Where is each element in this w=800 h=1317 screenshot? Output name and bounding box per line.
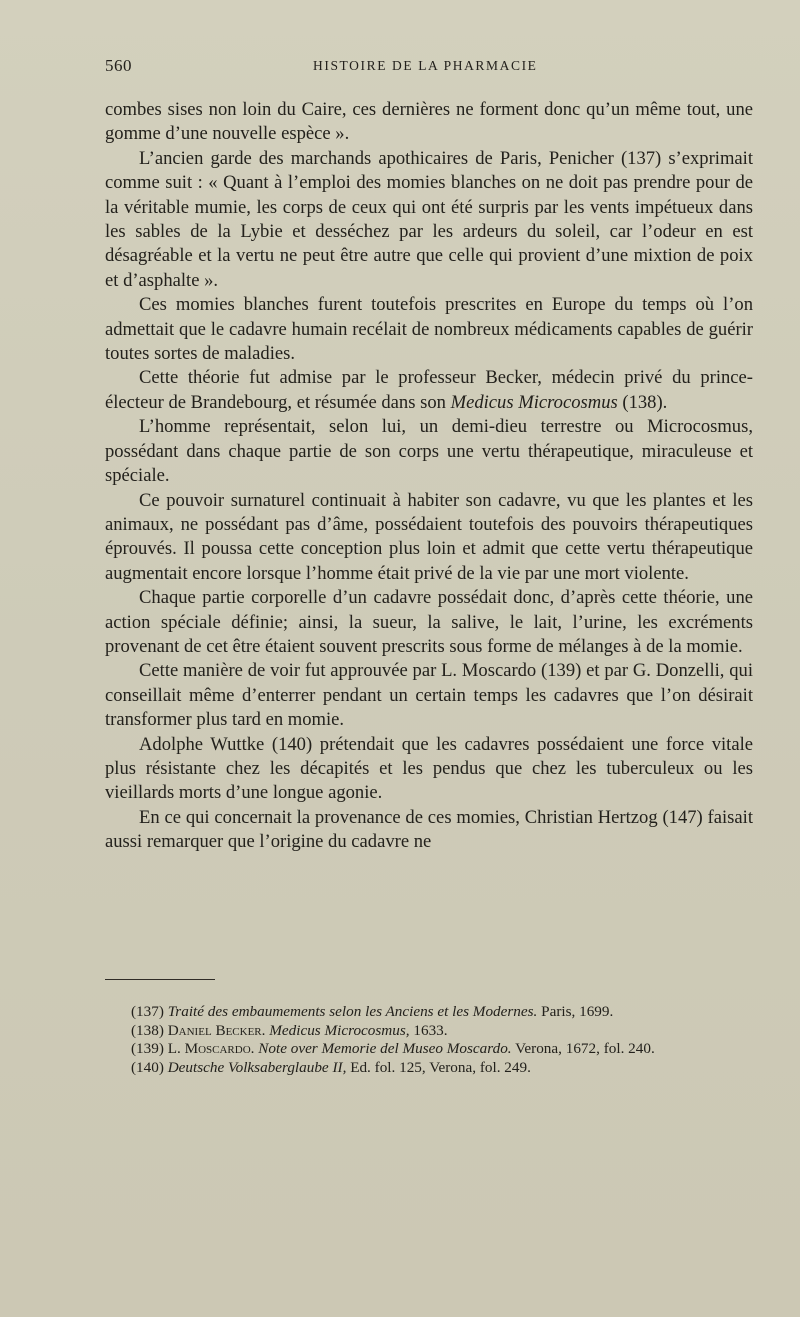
footnote-divider bbox=[105, 979, 215, 980]
footnote-title: Traité des embaumements selon les Anciens et les Modernes. bbox=[167, 1003, 538, 1020]
footnotes bbox=[105, 1003, 753, 1077]
running-title: HISTOIRE DE LA PHARMACIE bbox=[313, 58, 538, 73]
paragraph: combes sises non loin du Caire, ces dernières ne forment donc qu’un même tout, une gomme d’une nouvelle espèce ». bbox=[105, 99, 753, 145]
paragraph: Chaque partie corporelle d’un cadavre possédait donc, d’après cette théorie, une action spéciale définie; ainsi, la sueur, la salive, le lait, l’urine, les excréments provenant de cet être étaient souvent prescrits sous forme de mélanges à de la momie. bbox=[105, 587, 753, 657]
footnote-140 bbox=[105, 1059, 753, 1078]
footnote-title: Medicus Microcosmus, bbox=[269, 1021, 410, 1039]
footnote-reference: (138). bbox=[617, 391, 668, 413]
paragraph bbox=[105, 366, 753, 415]
footnote-number: (140) bbox=[131, 1058, 164, 1076]
footnote-137 bbox=[105, 1003, 753, 1022]
footnote-details: 1633. bbox=[409, 1021, 448, 1039]
footnote-number: (137) bbox=[131, 1003, 164, 1020]
footnote-139 bbox=[105, 1040, 753, 1059]
paragraph: L’ancien garde des marchands apothicaires de Paris, Penicher (137) s’exprimait comme suit : « Quant à l’emploi des momies blanches on ne doit pas prendre pour de la véritable mumie, les corps de ceux qui ont été surpris par les vents impétueux dans les sables de la Lybie et desséchez par les ardeurs du soleil, car l’odeur en est désagréable et la vertu ne peut être autre que celle qui provient d’une mixtion de poix et d’asphalte ». bbox=[105, 147, 753, 291]
paragraph: En ce qui concernait la provenance de ces momies, Christian Hertzog (147) faisait aussi remarquer que l’origine du cadavre ne bbox=[105, 806, 753, 853]
page-header bbox=[105, 56, 753, 80]
paragraph: Cette manière de voir fut approuvée par L. Moscardo (139) et par G. Donzelli, qui conseillait même d’enterrer pendant un certain temps les cadavres que l’on désirait transformer plus tard en momie. bbox=[105, 660, 753, 731]
page-number: 560 bbox=[105, 56, 132, 75]
footnote-title: Deutsche Volksaberglaube II, bbox=[167, 1058, 347, 1076]
paragraph: Ces momies blanches furent toutefois prescrites en Europe du temps où l’on admettait que le cadavre humain recélait de nombreux médicaments capables de guérir toutes sortes de maladies. bbox=[105, 294, 753, 365]
footnote-details: Verona, 1672, fol. 240. bbox=[511, 1040, 655, 1058]
footnote-number: (139) bbox=[131, 1040, 164, 1058]
paragraph: Adolphe Wuttke (140) prétendait que les cadavres possédaient une force vitale plus résistante chez les décapités et les pendus que chez les tuberculeux ou les vieillards morts d’une longue agonie. bbox=[105, 733, 753, 804]
footnote-number: (138) bbox=[131, 1021, 164, 1039]
footnote-details: Paris, 1699. bbox=[537, 1003, 614, 1020]
footnote-details: Ed. fol. 125, Verona, fol. 249. bbox=[346, 1058, 531, 1076]
body-text bbox=[105, 98, 753, 855]
paragraph-text: Cette théorie fut admise par le professeur Becker, médecin privé du prince-électeur de Brandebourg, et résumée dans son bbox=[105, 367, 753, 413]
footnote-author: Daniel Becker. bbox=[167, 1021, 266, 1039]
footnote-title: Note over Memorie del Museo Moscardo. bbox=[258, 1040, 512, 1058]
paragraph: Ce pouvoir surnaturel continuait à habiter son cadavre, vu que les plantes et les animaux, ne possédant pas d’âme, possédaient toutefois des pouvoirs thérapeutiques éprouvés. Il poussa cette conception plus loin et admit que cette vertu thérapeutique augmentait encore lorsque l’homme était privé de la vie par une mort violente. bbox=[105, 489, 753, 584]
book-title: Medicus Microcosmus bbox=[450, 391, 618, 413]
paragraph: L’homme représentait, selon lui, un demi-dieu terrestre ou Microcosmus, possédant dans chaque partie de son corps une vertu thérapeutique, miraculeuse et spéciale. bbox=[105, 416, 753, 487]
footnote-author: L. Moscardo. bbox=[167, 1040, 255, 1058]
footnote-138 bbox=[105, 1022, 753, 1041]
